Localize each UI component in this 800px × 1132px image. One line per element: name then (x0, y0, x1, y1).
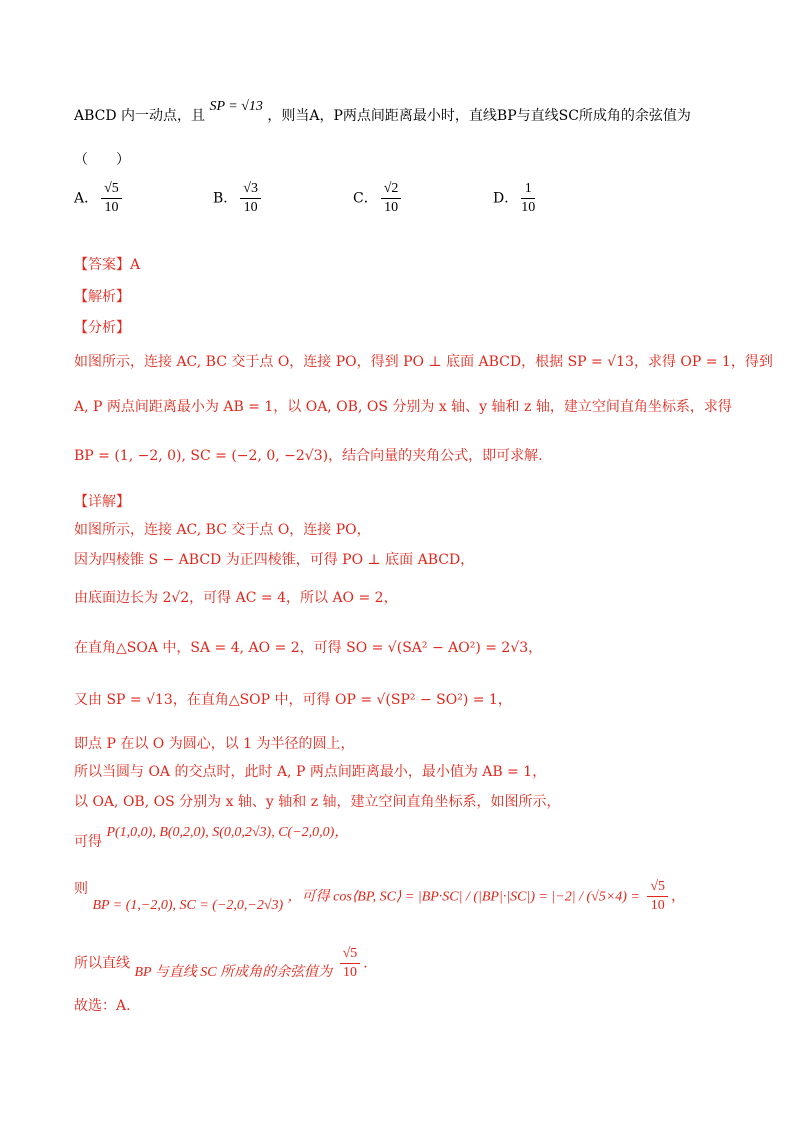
solution-conclusion: BP 与直线 SC 所成角的余弦值为 (134, 964, 333, 980)
answer-line (74, 255, 140, 275)
fraction-denominator: 10 (104, 200, 119, 215)
solution-line-12: 故选：A. (74, 998, 131, 1014)
solution-line-9-lead: 可得 (74, 834, 102, 850)
fraction-numerator: √5 (647, 878, 668, 897)
jiexi-label: 【解析】 (74, 289, 130, 305)
fraction-numerator: √5 (101, 180, 122, 199)
option-letter: D． (493, 190, 519, 207)
xiangjie-label: 【详解】 (74, 494, 130, 510)
solution-line-2: 因为四棱锥 S − ABCD 为正四棱锥，可得 PO ⊥ 底面 ABCD， (74, 552, 475, 568)
fraction-denominator: 10 (521, 200, 536, 215)
answer-value: A (130, 257, 141, 273)
fraction-denominator: 10 (342, 965, 357, 980)
solution-line-3: 由底面边长为 2√2，可得 AC = 4，所以 AO = 2， (74, 590, 398, 606)
question-math-sp: SP = √13 (209, 99, 263, 114)
fenxi-paragraph-1: 如图所示，连接 AC, BC 交于点 O，连接 PO，得到 PO ⊥ 底面 ABCD，根据 SP = √13，求得 OP = 1，得到 (74, 354, 773, 370)
solution-line-9 (74, 822, 349, 850)
solution-line-5: 又由 SP = √13，在直角△SOP 中，可得 OP = √(SP² − SO²) = 1， (74, 692, 512, 708)
option-letter: B． (213, 190, 238, 207)
option-b[interactable] (213, 180, 264, 217)
fraction-denominator: 10 (650, 898, 665, 913)
solution-line-1: 如图所示，连接 AC, BC 交于点 O，连接 PO， (74, 522, 371, 538)
fraction-numerator: √5 (340, 945, 361, 964)
solution-final-fraction (340, 945, 361, 982)
solution-line-4: 在直角△SOA 中，SA = 4, AO = 2，可得 SO = √(SA² − AO²) = 2√3， (74, 640, 543, 656)
fraction-numerator: √3 (240, 180, 261, 199)
option-letter: A． (74, 190, 99, 207)
fraction-numerator: √2 (381, 180, 402, 199)
option-fraction (381, 180, 402, 217)
solution-line-10: 则 BP = (1,−2,0), SC = (−2,0,−2√3) ，可得 cos⟨BP, SC⟩ = |BP·SC| / (|BP|·|SC|) = |−2| / (√5×4) = $\frac{√5}{10}$ ， (74, 879, 686, 913)
solution-line-7: 所以当圆与 OA 的交点时，此时 A, P 两点间距离最小，最小值为 AB = 1， (74, 764, 547, 780)
fenxi-paragraph-2: A, P 两点间距离最小为 AB = 1，以 OA, OB, OS 分别为 x 轴、y 轴和 z 轴，建立空间直角坐标系，求得 (74, 399, 732, 415)
solution-vectors: BP = (1,−2,0), SC = (−2,0,−2√3) (92, 897, 284, 913)
solution-cosine-result (647, 878, 668, 915)
answer-label: 【答案】 (74, 257, 130, 273)
option-fraction (521, 180, 535, 217)
fraction-denominator: 10 (243, 200, 258, 215)
question-text-post: ，则当A，P两点间距离最小时，直线BP与直线SC所成角的余弦值为 (267, 108, 691, 124)
option-a[interactable] (74, 180, 125, 217)
fenxi-paragraph-3: BP = (1, −2, 0), SC = (−2, 0, −2√3)，结合向量的夹角公式，即可求解. (74, 448, 543, 464)
solution-line-8: 以 OA, OB, OS 分别为 x 轴、y 轴和 z 轴，建立空间直角坐标系，如图所示， (74, 794, 561, 810)
fenxi-label: 【分析】 (74, 320, 130, 336)
option-fraction (240, 180, 261, 217)
solution-cosine-formula: ，可得 cos⟨BP, SC⟩ = |BP·SC| / (|BP|·|SC|) = |−2| / (√5×4) = (287, 889, 640, 905)
option-d[interactable] (493, 180, 538, 217)
solution-coordinates: P(1,0,0), B(0,2,0), S(0,0,2√3), C(−2,0,0)， (106, 825, 349, 840)
option-c[interactable] (353, 180, 404, 217)
option-letter: C． (353, 190, 378, 207)
solution-line-6: 即点 P 在以 O 为圆心，以 1 为半径的圆上， (74, 736, 355, 752)
fraction-numerator: 1 (521, 180, 535, 199)
solution-line-10-lead: 则 (74, 880, 88, 897)
question-text-pre: ABCD 内一动点，且 (74, 108, 206, 124)
question-line-1 (74, 99, 691, 127)
option-fraction (101, 180, 122, 217)
question-paren: （ ） (74, 152, 130, 168)
solution-line-11: 所以直线 BP 与直线 SC 所成角的余弦值为 $\frac{√5}{10}$ . (74, 946, 368, 980)
solution-line-11-lead: 所以直线 (74, 955, 130, 972)
fraction-denominator: 10 (384, 200, 399, 215)
